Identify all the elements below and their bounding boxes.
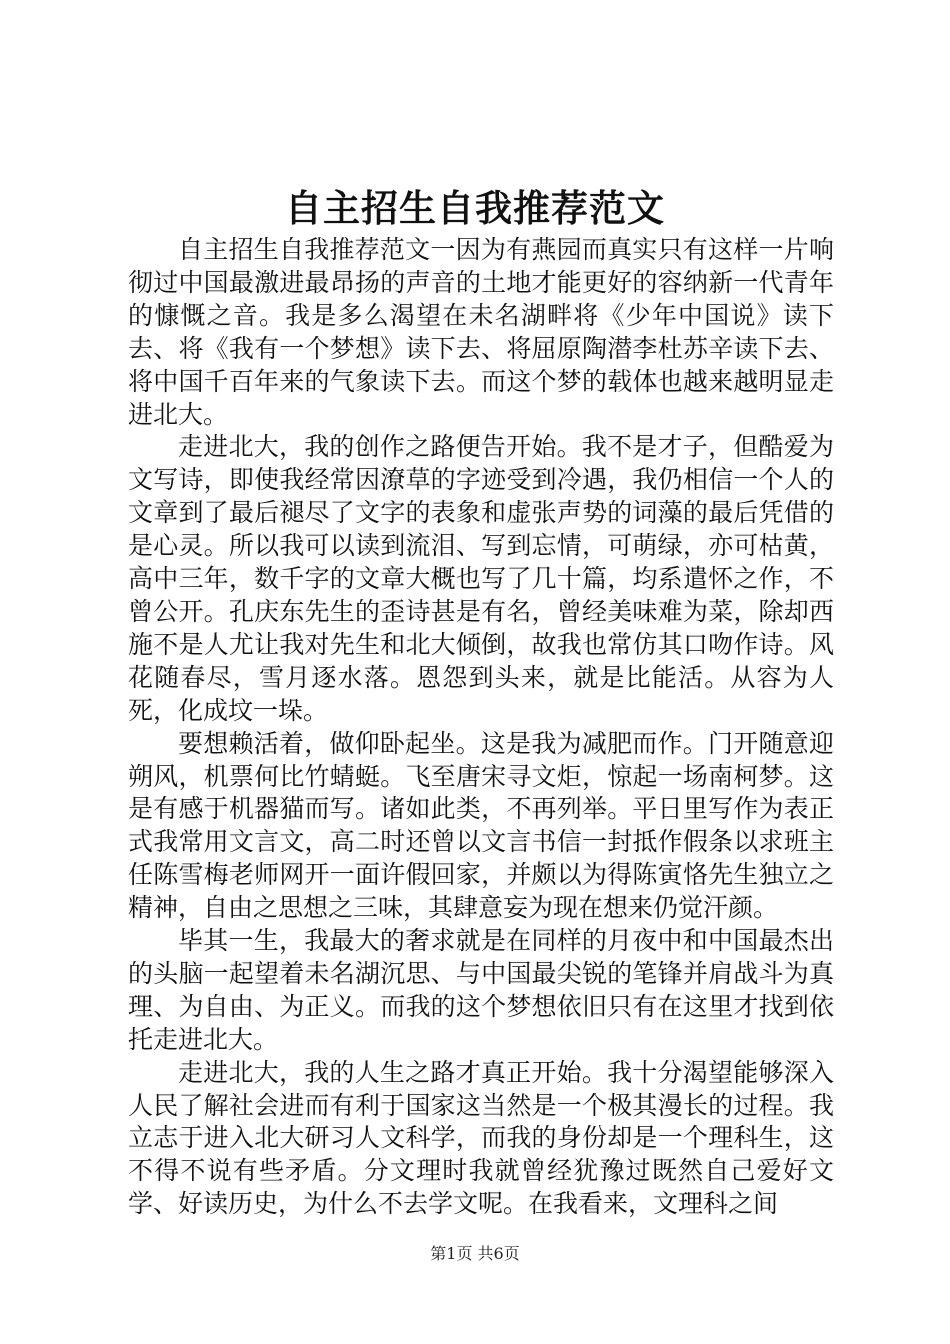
document-body [128,234,834,1221]
paragraph-1: 自主招生自我推荐范文一因为有燕园而真实只有这样一片响彻过中国最激进最昂扬的声音的土地才能更好的容纳新一代青年的慷慨之音。我是多么渴望在未名湖畔将《少年中国说》读下去、将《我有一个梦想》读下去、将屈原陶潜李杜苏辛读下去、将中国千百年来的气象读下去。而这个梦的载体也越来越明显走进北大。 [128,235,834,429]
paragraph-4: 毕其一生，我最大的奢求就是在同样的月夜中和中国最杰出的头脑一起望着未名湖沉思、与中国最尖锐的笔锋并肩战斗为真理、为自由、为正义。而我的这个梦想依旧只有在这里才找到依托走进北大。 [128,926,834,1054]
page-number-footer: 第1页 共6页 [430,1244,520,1263]
paragraph-5: 走进北大，我的人生之路才真正开始。我十分渴望能够深入人民了解社会进而有利于国家这当然是一个极其漫长的过程。我立志于进入北大研习人文科学，而我的身份却是一个理科生，这不得不说有些矛盾。分文理时我就曾经犹豫过既然自己爱好文学、好读历史，为什么不去学文呢。在我看来，文理科之间 [128,1057,834,1219]
paragraph-3: 要想赖活着，做仰卧起坐。这是我为减肥而作。门开随意迎朔风，机票何比竹蜻蜓。飞至唐宋寻文炬，惊起一场南柯梦。这是有感于机器猫而写。诸如此类，不再列举。平日里写作为表正式我常用文言文，高二时还曾以文言书信一封抵作假条以求班主任陈雪梅老师网开一面许假回家，并颇以为得陈寅恪先生独立之精神，自由之思想之三味，其肆意妄为现在想来仍觉汗颜。 [128,728,834,923]
paragraph-2: 走进北大，我的创作之路便告开始。我不是才子，但酷爱为文写诗，即使我经常因潦草的字迹受到冷遇，我仍相信一个人的文章到了最后褪尽了文字的表象和虚张声势的词藻的最后凭借的是心灵。所以我可以读到流泪、写到忘情，可萌绿，亦可枯黄，高中三年，数千字的文章大概也写了几十篇，均系遣怀之作，不曾公开。孔庆东先生的歪诗甚是有名，曾经美味难为菜，除却西施不是人尤让我对先生和北大倾倒，故我也常仿其口吻作诗。风花随春尽，雪月逐水落。恩怨到头来，就是比能活。从容为人死，化成坟一垛。 [128,432,834,725]
document-title: 自主招生自我推荐范文 [285,186,665,230]
